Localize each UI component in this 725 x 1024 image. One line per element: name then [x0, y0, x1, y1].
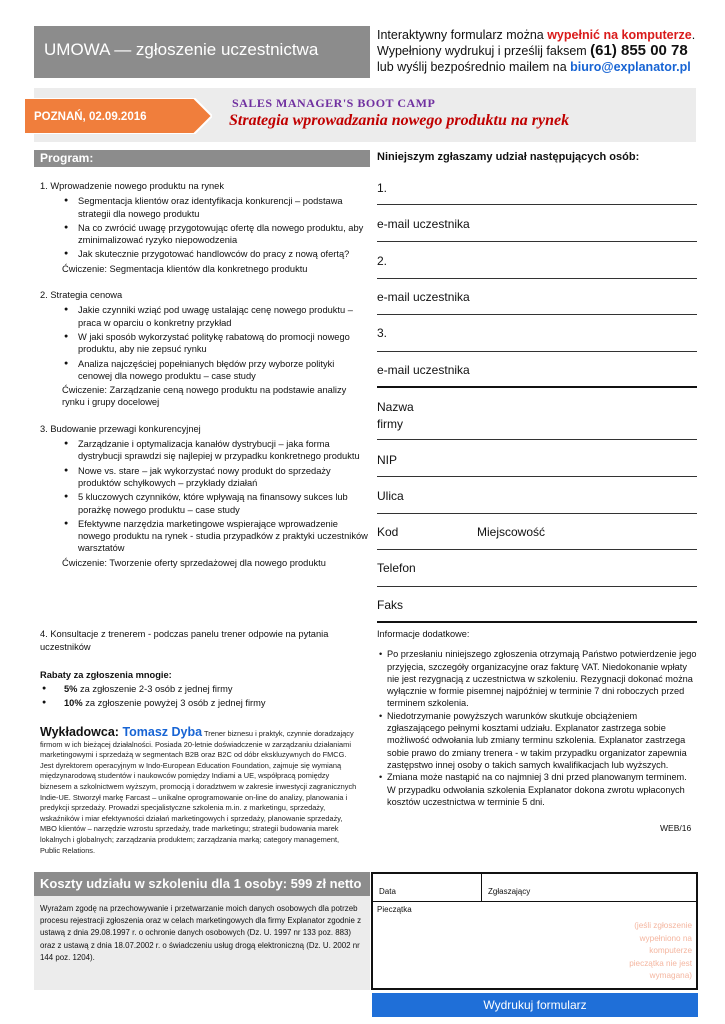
form-header: Niniejszym zgłaszamy udział następujących osób: [377, 151, 640, 163]
section-title: 1. Wprowadzenie nowego produktu na rynek [40, 181, 224, 191]
field-label: 1. [377, 181, 388, 195]
trainer-name: Tomasz Dyba [122, 725, 203, 739]
signature-divider [481, 872, 482, 902]
field-label: Kod [377, 525, 399, 539]
event-date: POZNAŃ, 02.09.2016 [34, 111, 147, 123]
program-bullet: ● Segmentacja klientów oraz identyfikacja konkurencji – podstawa strategii dla nowego produktu [40, 195, 370, 220]
fax-field[interactable] [377, 587, 697, 623]
section-exercise: Ćwiczenie: Tworzenie oferty sprzedażowej dla nowego produktu [62, 557, 326, 568]
event-name: SALES MANAGER'S BOOT CAMP [232, 96, 436, 110]
event-title: Strategia wprowadzania nowego produktu na rynek [229, 112, 570, 129]
email-link[interactable]: biuro@explanator.pl [570, 60, 691, 74]
info-line2: Wypełniony wydrukuj i prześlij faksem [377, 44, 591, 58]
trainer-bio [40, 727, 358, 856]
additional-info [377, 628, 697, 808]
field-label: e-mail uczestnika [377, 290, 470, 304]
header-info [377, 27, 707, 75]
rebate-text: za zgłoszenie 2-3 osób z jednej firmy [77, 684, 233, 694]
program-bullet: ● Efektywne narzędzia marketingowe wspierające wprowadzenie nowego produktu na rynek - studia przypadków z praktyki uczestników warsztatów [40, 518, 370, 555]
print-form-button[interactable]: Wydrukuj formularz [372, 993, 698, 1017]
additional-info-item: • Po przesłaniu niniejszego zgłoszenia otrzymają Państwo potwierdzenie jego przyjęcia, szczegóły organizacyjne oraz fakturę VAT. Niedokonanie wpłaty nie jest rezygnacją z uczestnictwa w szkoleniu. Rezygnacji dokonać można wyłącznie w formie pisemnej najpóźniej w terminie 7 dni roboczych przed terminem szkolenia. [377, 648, 697, 709]
costs-header: Koszty udziału w szkoleniu dla 1 osoby: 599 zł netto [34, 872, 370, 896]
participant-1-email-field[interactable] [377, 205, 697, 242]
field-label: Ulica [377, 489, 404, 503]
document-ref: WEB/16 [660, 823, 692, 833]
rebates-title: Rabaty za zgłoszenia mnogie: [40, 670, 172, 680]
rebate-item [40, 696, 370, 710]
field-label: NIP [377, 453, 398, 467]
program-bullet: ● Nowe vs. stare – jak wykorzystać nowy produkt do sprzedaży produktów schyłkowych – przykłady działań [40, 465, 370, 490]
page-title: UMOWA — zgłoszenie uczestnictwa [44, 40, 319, 59]
program-header: Program: [34, 150, 370, 167]
participant-3-field[interactable] [377, 315, 697, 352]
field-label: 3. [377, 326, 388, 340]
applicant-label: Zgłaszający [488, 887, 531, 896]
participant-3-email-field[interactable] [377, 352, 697, 388]
postcode-city-field[interactable] [377, 514, 697, 550]
program-bullet: ● 5 kluczowych czynników, które wpływają na finansowy sukces lub porażkę nowego produktu – case study [40, 491, 370, 516]
additional-info-item: • Zmiana może nastąpić na co najmniej 3 dni przed planowanym terminem. W przypadku odwołania szkolenia Explanator dokona zwrotu wpłaconych kosztów uczestnictwa w terminie 5 dni. [377, 771, 697, 808]
field-label: e-mail uczestnika [377, 363, 470, 377]
section-title: 3. Budowanie przewagi konkurencyjnej [40, 423, 201, 434]
program-bullet: ● Zarządzanie i optymalizacja kanałów dystrybucji – jaka forma dystrybucji sprawdzi się najlepiej w przypadku konkretnego produktu [40, 438, 370, 463]
stamp-note: (jeśli zgłoszenie wypełniono na komputerze pieczątka nie jest wymagana) [629, 921, 692, 980]
program-bullet: ● W jaki sposób wykorzystać politykę rabatową do promocji nowego produktu, aby nie zepsuć rynku [40, 331, 370, 356]
field-label: Miejscowość [477, 525, 546, 539]
date-arrow-badge [24, 98, 212, 134]
program-section-1 [40, 180, 370, 275]
program-bullet: ● Na co zwrócić uwagę przygotowując ofertę dla nowego produktu, aby zminimalizować ryzyko niepowodzenia [40, 222, 370, 247]
nip-field[interactable] [377, 440, 697, 477]
program-bullet: ● Jak skutecznie przygotować handlowców do pracy z nową ofertą? [40, 248, 370, 260]
stamp-label: Pieczątka [377, 905, 412, 914]
trainer-description: Trener biznesu i praktyk, czynnie doradzający firmom w ich bieżącej działalności. Posiada 20-letnie doświadczenie w zarządzaniu działaniami marketingowymi i sprzedażą w segmentach B2B oraz B2C od dóbr ekskluzywnych do FMCG. Jest dyrektorem operacyjnym w Indo-European Education Foundation, zajmuje się wymianą międzynarodową studentów i naukowców pomiędzy Indiami a UE, współpracą pomiędzy biznesem a szkolnictwem wyższym, promocją i doradztwem w zakresie inwestycji zagranicznych Indie-UE. Stworzył markę Farcast – unikalne oprogramowanie on-line do analizy, planowania i predykcji sprzedaży. Prowadzi specjalistyczne szkolenia m.in. z marketingu, sprzedaży, wskaźników i miar efektywności działań marketingowych i sprzedaży, planowanie sprzedaży, MBO klientów – narzędzie wzrostu sprzedaży, trade marketingu; strategii budowania marek lokalnych i globalnych; zarządzania produktem; zarządzania marką; category management, Public Relations. [40, 729, 357, 855]
participant-2-field[interactable] [377, 242, 697, 279]
field-label: e-mail uczestnika [377, 217, 470, 231]
program-section-2 [40, 289, 370, 409]
company-name-field[interactable] [377, 388, 697, 440]
program-bullet: ● Analiza najczęściej popełnianych błędów przy wyborze polityki cenowej dla nowego produktu – case study [40, 358, 370, 383]
program-section-3 [40, 423, 370, 569]
consent-text: Wyrażam zgodę na przechowywanie i przetwarzanie moich danych osobowych dla potrzeb procesu rejestracji zgłoszenia oraz w celach marketingowych dla firmy Explanator zgodnie z ustawą z dnia 29.08.1997 r. o ochronie danych osobowych (Dz. U. 1997 nr 133 poz. 883) oraz z ustawą z dnia 18.07.2002 r. o świadczeniu usług drogą elektroniczną (Dz. U. 2002 nr 144 poz. 1204). [40, 904, 362, 962]
info-line1-end: . [691, 28, 696, 42]
field-label: Nazwa firmy [377, 400, 414, 431]
section-exercise: Ćwiczenie: Segmentacja klientów dla konkretnego produktu [62, 263, 308, 274]
info-line1-highlight: wypełnić na komputerze [547, 28, 692, 42]
additional-info-title: Informacje dodatkowe: [377, 629, 470, 639]
participant-2-email-field[interactable] [377, 279, 697, 315]
section-exercise: Ćwiczenie: Zarządzanie ceną nowego produktu na podstawie analizy rynku i grupy docelowej [62, 385, 347, 408]
field-label: 2. [377, 254, 388, 268]
phone-field[interactable] [377, 550, 697, 587]
info-line3: lub wyślij bezpośrednio mailem na [377, 60, 571, 74]
program-list [40, 180, 370, 583]
street-field[interactable] [377, 477, 697, 514]
trainer-label: Wykładowca: [40, 725, 123, 739]
date-label: Data [379, 887, 396, 896]
rebate-item [40, 682, 370, 696]
additional-info-item: • Niedotrzymanie powyższych warunków skutkuje obciążeniem zgłaszającego pełnymi kosztami udziału. Explanator zastrzega sobie możliwość odwołania lub zmiany terminu szkolenia. Explanator zastrzega sobie prawo do zmiany trenera - w takim przypadku organizator zapewnia zastępstwo innej osoby o takich samych kwalifikacjach lub wyższych. [377, 710, 697, 771]
fax-number: (61) 855 00 78 [590, 42, 688, 59]
section-title: 2. Strategia cenowa [40, 290, 123, 301]
field-label: Telefon [377, 561, 416, 575]
participant-1-field[interactable] [377, 168, 697, 205]
rebates-block [40, 668, 370, 710]
info-line1: Interaktywny formularz można [377, 28, 548, 42]
rebate-percent: 5% [64, 684, 78, 694]
consultation-item: 4. Konsultacje z trenerem - podczas panelu trener odpowie na pytania uczestników [40, 629, 329, 652]
program-bullet: ● Jakie czynniki wziąć pod uwagę ustalając cenę nowego produktu – praca w oparciu o konkretny przykład [40, 304, 370, 329]
field-label: Faks [377, 598, 404, 612]
signature-top-row [371, 872, 698, 902]
rebate-text: za zgłoszenie powyżej 3 osób z jednej firmy [82, 698, 266, 708]
rebate-percent: 10% [64, 698, 83, 708]
